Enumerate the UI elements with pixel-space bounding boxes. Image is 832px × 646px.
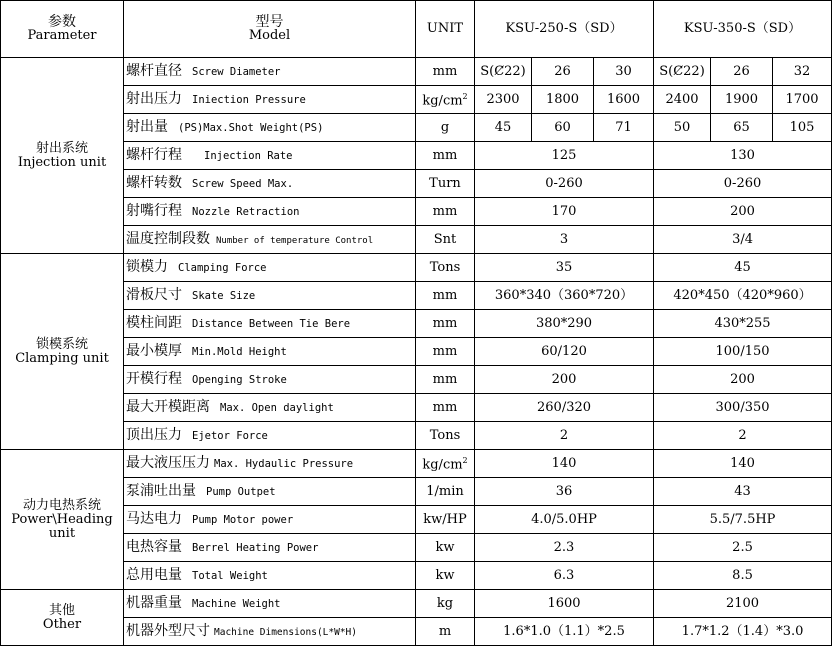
param-cn: 机器重量 [126,595,182,611]
unit-cell: m [416,618,475,646]
unit-cell: mm [416,282,475,310]
group-injection-cn: 射出系统 [35,140,88,156]
value-cell: 1700 [773,86,832,114]
param-en: Max. Open daylight [220,402,334,414]
unit-sup: 2 [462,456,468,466]
value-cell: 420*450（420*960） [654,282,832,310]
value-cell: 0-260 [654,170,832,198]
value-cell: 100/150 [654,338,832,366]
table-row [1,198,832,226]
unit-cell: g [416,114,475,142]
unit-cell: kw [416,562,475,590]
table-row [1,506,832,534]
table-row [1,226,832,254]
unit-cell: 1/min [416,478,475,506]
param-en: Total Weight [192,570,268,582]
value-cell: 140 [475,450,654,478]
value-cell: 105 [773,114,832,142]
unit-sup: 2 [462,92,468,102]
value-cell: 1600 [475,590,654,618]
value-cell: S(Ȼ22) [654,58,711,86]
param-en: (PS)Max.Shot Weight(PS) [178,122,324,134]
value-cell: 43 [654,478,832,506]
unit-cell: mm [416,394,475,422]
value-cell: 50 [654,114,711,142]
header-model [124,1,416,58]
group-other [1,590,124,646]
value-cell: 65 [711,114,773,142]
param-cn: 射嘴行程 [126,203,182,219]
header-parameter-en: Parameter [27,28,97,43]
table-row [1,590,832,618]
param-clamping-force [124,254,416,282]
param-heating-power [124,534,416,562]
table-row [1,170,832,198]
table-row [1,338,832,366]
header-model-a: KSU-250-S（SD） [475,1,654,58]
param-en: Skate Size [192,290,256,302]
table-row [1,534,832,562]
header-parameter [1,1,124,58]
group-injection [1,58,124,254]
param-screw-diameter [124,58,416,86]
value-cell: 35 [475,254,654,282]
param-screw-speed [124,170,416,198]
param-en: Distance Between Tie Bere [192,318,351,330]
group-clamping [1,254,124,450]
value-cell: 32 [773,58,832,86]
param-en: Clamping Force [178,262,267,274]
table-row [1,86,832,114]
param-hydraulic-pressure [124,450,416,478]
param-cn: 模柱间距 [126,315,182,331]
value-cell: 360*340（360*720） [475,282,654,310]
table-row [1,422,832,450]
unit-cell: Turn [416,170,475,198]
value-cell: 260/320 [475,394,654,422]
param-en: Pump Outpet [206,486,276,498]
value-cell: 1900 [711,86,773,114]
header-unit: UNIT [416,1,475,58]
value-cell: 6.3 [475,562,654,590]
unit-cell [416,86,475,114]
value-cell: 45 [654,254,832,282]
value-cell: 60 [532,114,594,142]
param-cn: 最小模厚 [126,343,182,359]
header-row [1,1,832,58]
group-power [1,450,124,590]
param-cn: 滑板尺寸 [126,287,182,303]
param-en: Openging Stroke [192,374,287,386]
value-cell: 2.5 [654,534,832,562]
value-cell: 1600 [594,86,654,114]
param-cn: 最大开模距离 [126,399,210,415]
table-row [1,58,832,86]
table-row [1,562,832,590]
unit-cell: kg [416,590,475,618]
param-cn: 机器外型尺寸 [126,622,210,639]
unit-cell: kw/HP [416,506,475,534]
header-model-cn: 型号 [255,14,284,30]
header-model-en: Model [248,28,291,43]
group-power-en2: unit [48,525,76,541]
param-cn: 电热容量 [126,539,182,555]
param-machine-weight [124,590,416,618]
unit-cell: mm [416,310,475,338]
param-nozzle-retraction [124,198,416,226]
param-shot-weight [124,114,416,142]
param-pump-motor [124,506,416,534]
value-cell: 5.5/7.5HP [654,506,832,534]
param-cn: 螺杆直径 [126,63,182,79]
value-cell: 2300 [475,86,532,114]
value-cell: 4.0/5.0HP [475,506,654,534]
header-parameter-cn: 参数 [48,14,76,30]
unit-text: kg/cm [422,457,463,473]
group-clamping-cn: 锁模系统 [35,336,88,352]
value-cell: 380*290 [475,310,654,338]
group-power-en: Power\Heading [11,511,113,527]
value-cell: 130 [654,142,832,170]
param-cn: 最大液压压力 [126,455,210,471]
param-en: Ejetor Force [192,430,268,442]
group-other-cn: 其他 [48,602,75,618]
table-row [1,618,832,646]
table-row [1,254,832,282]
param-cn: 射出量 [126,119,168,135]
value-cell: 430*255 [654,310,832,338]
param-en: Pump Motor power [192,514,294,526]
param-en: Screw Speed Max. [192,178,294,190]
value-cell: 300/350 [654,394,832,422]
value-cell: 200 [475,366,654,394]
param-cn: 顶出压力 [126,427,182,443]
unit-text: kg/cm [422,93,463,109]
value-cell: 140 [654,450,832,478]
table-row [1,310,832,338]
value-cell: 2400 [654,86,711,114]
param-en: Injection Rate [204,150,293,162]
value-cell: 30 [594,58,654,86]
value-cell: 2 [475,422,654,450]
param-en: Min.Mold Height [192,346,287,358]
param-en: Machine Dimensions(L*W*H) [214,626,357,638]
value-cell: 36 [475,478,654,506]
param-max-daylight [124,394,416,422]
value-cell: 2.3 [475,534,654,562]
header-model-b: KSU-350-S（SD） [654,1,832,58]
param-pump-output [124,478,416,506]
param-tie-bar [124,310,416,338]
param-cn: 温度控制段数 [126,230,210,247]
value-cell: S(Ȼ22) [475,58,532,86]
unit-cell: Tons [416,254,475,282]
group-other-en: Other [42,616,82,632]
param-skate-size [124,282,416,310]
param-machine-dimensions [124,618,416,646]
value-cell: 3/4 [654,226,832,254]
param-cn: 总用电量 [126,567,182,583]
param-cn: 锁模力 [126,259,168,275]
param-en: Berrel Heating Power [192,542,319,554]
value-cell: 200 [654,198,832,226]
value-cell: 1800 [532,86,594,114]
value-cell: 125 [475,142,654,170]
unit-cell: Snt [416,226,475,254]
group-injection-en: Injection unit [17,154,107,170]
unit-cell: mm [416,142,475,170]
unit-cell: mm [416,58,475,86]
table-row [1,114,832,142]
param-injection-rate [124,142,416,170]
param-ejector-force [124,422,416,450]
param-cn: 螺杆行程 [126,147,182,163]
param-en: Number of temperature Control [216,235,374,246]
param-min-mold [124,338,416,366]
value-cell: 2 [654,422,832,450]
value-cell: 1.7*1.2（1.4）*3.0 [654,618,832,646]
param-injection-pressure [124,86,416,114]
param-en: Max. Hydaulic Pressure [214,458,354,470]
value-cell: 200 [654,366,832,394]
unit-cell: mm [416,366,475,394]
value-cell: 8.5 [654,562,832,590]
table-row [1,450,832,478]
param-en: Nozzle Retraction [192,206,300,218]
table-row [1,478,832,506]
param-en: Iniection Pressure [192,94,306,106]
table-row [1,142,832,170]
param-cn: 开模行程 [126,371,182,387]
value-cell: 2100 [654,590,832,618]
param-en: Machine Weight [192,598,281,610]
unit-cell: mm [416,198,475,226]
group-clamping-en: Clamping unit [15,350,109,366]
param-cn: 螺杆转数 [126,175,182,191]
param-cn: 射出压力 [126,91,182,107]
value-cell: 1.6*1.0（1.1）*2.5 [475,618,654,646]
group-power-cn: 动力电热系统 [22,497,101,513]
value-cell: 3 [475,226,654,254]
value-cell: 0-260 [475,170,654,198]
unit-cell: Tons [416,422,475,450]
value-cell: 60/120 [475,338,654,366]
table-row [1,394,832,422]
table-row [1,282,832,310]
value-cell: 71 [594,114,654,142]
unit-cell: kw [416,534,475,562]
value-cell: 26 [711,58,773,86]
value-cell: 26 [532,58,594,86]
param-cn: 马达电力 [126,511,182,527]
value-cell: 45 [475,114,532,142]
param-total-weight [124,562,416,590]
value-cell: 170 [475,198,654,226]
unit-cell: mm [416,338,475,366]
param-opening-stroke [124,366,416,394]
table-row [1,366,832,394]
unit-cell [416,450,475,478]
param-temp-control [124,226,416,254]
param-en: Screw Diameter [192,66,281,78]
param-cn: 泵浦吐出量 [126,483,196,499]
